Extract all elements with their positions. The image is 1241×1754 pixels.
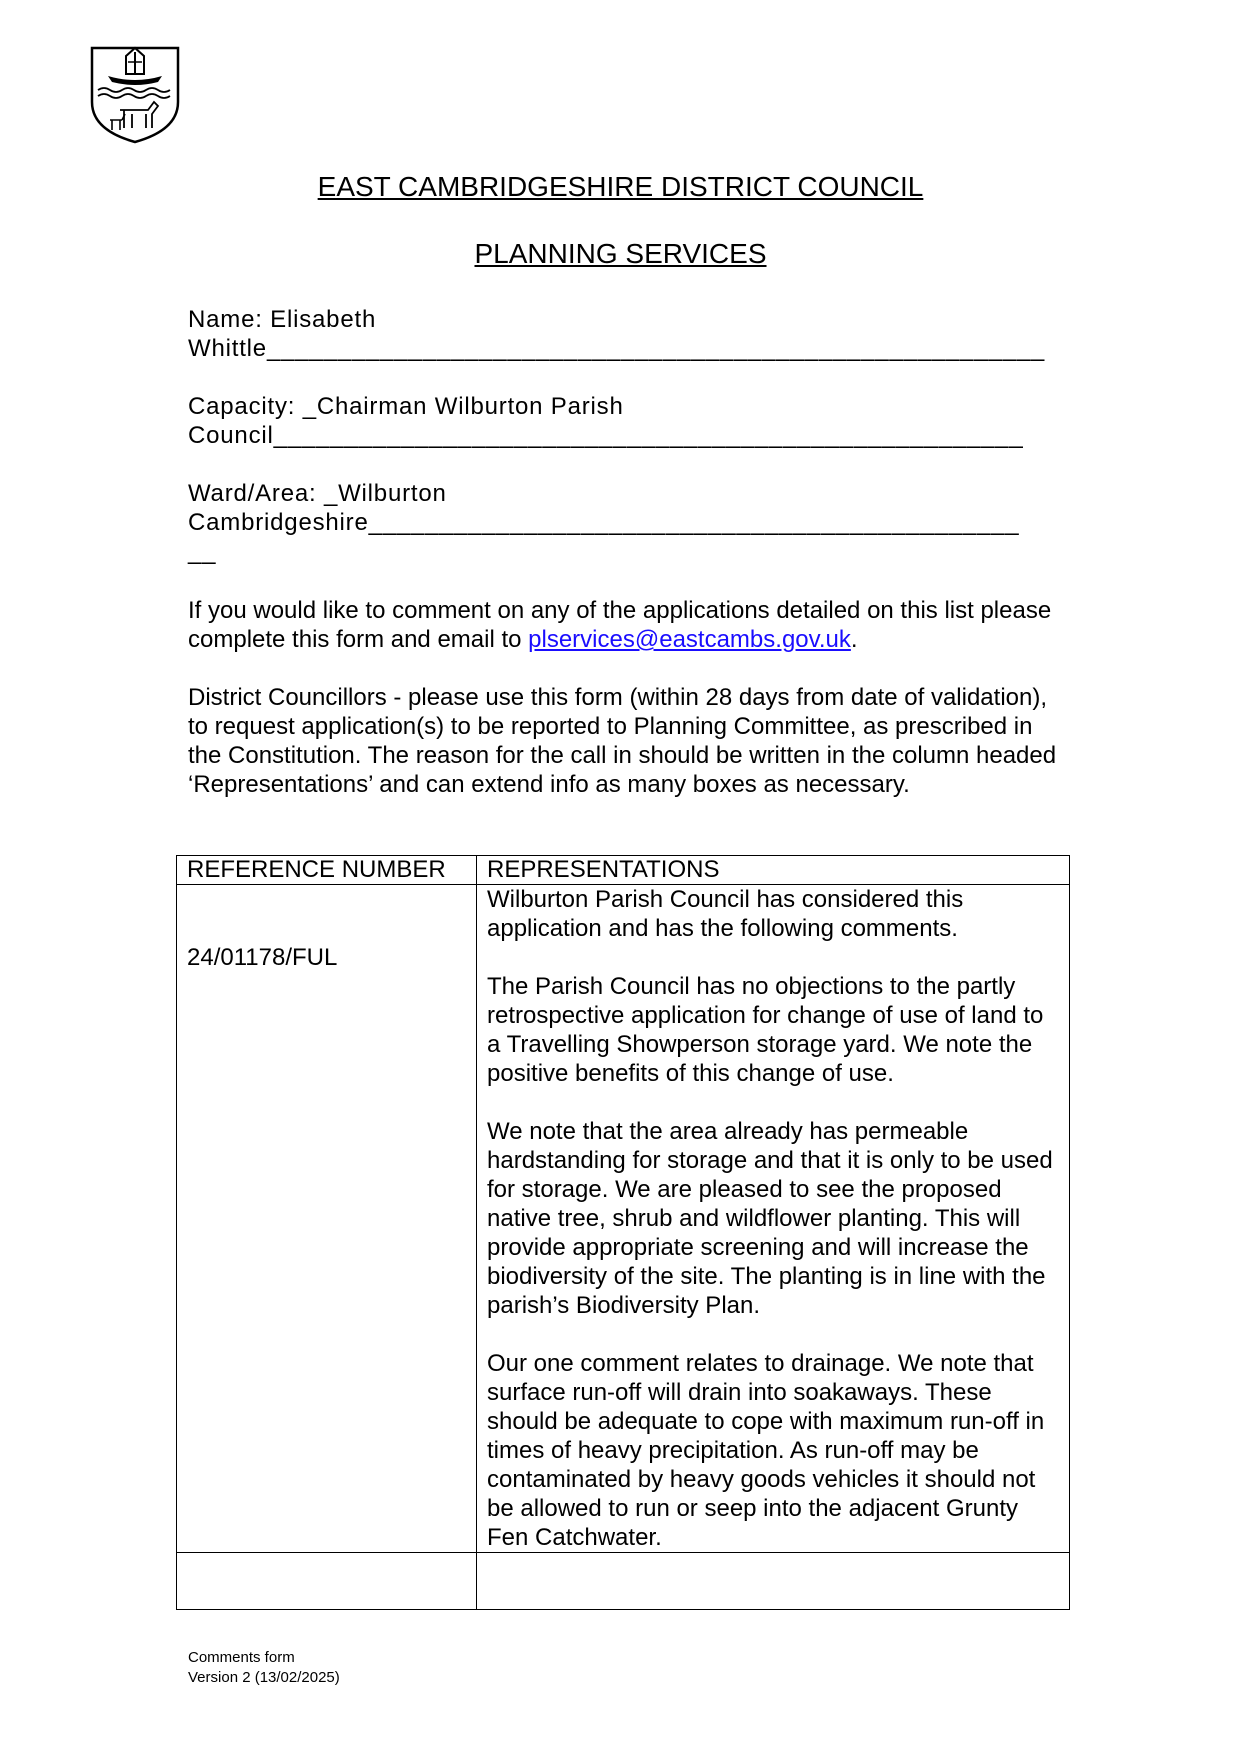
table-header-row — [177, 856, 1070, 885]
representation-paragraph: The Parish Council has no objections to the partly retrospective application for change of use of land to a Travelling Showperson storage yard. We note the positive benefits of this change of use. — [487, 973, 1044, 1087]
representation-paragraph: Our one comment relates to drainage. We note that surface run-off will drain into soakaways. These should be adequate to cope with maximum run-off in times of heavy precipitation. As run-off may be contaminated by heavy goods vehicles it should not be allowed to run or seep into the adjacent Grunty Fen Catchwater. — [487, 1350, 1045, 1551]
table-row — [177, 885, 1070, 1553]
email-link[interactable]: plservices@eastcambs.gov.uk — [528, 626, 851, 653]
reference-number-header: REFERENCE NUMBER — [177, 856, 477, 885]
ward-line-2: Cambridgeshire______________________________________________ — [188, 509, 1020, 536]
capacity-field[interactable] — [188, 392, 1088, 450]
capacity-line-2: Council_____________________________________________________ — [188, 422, 1024, 449]
ward-area-field[interactable] — [188, 479, 1088, 566]
empty-table-row — [177, 1553, 1070, 1610]
representations-table — [176, 855, 1070, 1610]
representation-paragraph: We note that the area already has permeable hardstanding for storage and that it is only to be used for storage. We are pleased to see the proposed native tree, shrub and wildflower planting. This will provide appropriate screening and will increase the biodiversity of the site. The planting is in line with the parish’s Biodiversity Plan. — [487, 1118, 1053, 1319]
ward-line-1: Ward/Area: _Wilburton — [188, 480, 447, 507]
empty-reference-cell[interactable] — [177, 1553, 477, 1610]
representations-cell[interactable] — [477, 885, 1070, 1553]
councillor-instructions: District Councillors - please use this form (within 28 days from date of validation), to request application(s) to be reported to Planning Committee, as prescribed in the Constitution. The reason for the call in should be written in the column headed ‘Representations’ and can extend info as many boxes as necessary. — [188, 684, 1057, 798]
instructions-text: If you would like to comment on any of the applications detailed on this list please complete this form and email to — [188, 597, 1052, 653]
footer-version: Version 2 (13/02/2025) — [188, 1669, 340, 1686]
ward-line-3: __ — [188, 538, 217, 565]
representation-paragraph: Wilburton Parish Council has considered this application and has the following comments. — [487, 886, 964, 942]
instructions-paragraph — [188, 596, 1068, 654]
reference-cell[interactable]: 24/01178/FUL — [177, 885, 477, 1553]
council-crest-logo — [88, 44, 182, 144]
representations-header: REPRESENTATIONS — [477, 856, 1070, 885]
footer — [188, 1648, 340, 1688]
empty-representations-cell[interactable] — [477, 1553, 1070, 1610]
name-line-1: Name: Elisabeth — [188, 306, 377, 333]
instructions-end: . — [850, 626, 858, 653]
name-line-2: Whittle_______________________________________________________ — [188, 335, 1046, 362]
capacity-line-1: Capacity: _Chairman Wilburton Parish — [188, 393, 624, 420]
department-title: PLANNING SERVICES — [474, 238, 767, 269]
name-field[interactable] — [188, 305, 1088, 363]
footer-form-name: Comments form — [188, 1649, 295, 1666]
council-title: EAST CAMBRIDGESHIRE DISTRICT COUNCIL — [317, 171, 924, 202]
